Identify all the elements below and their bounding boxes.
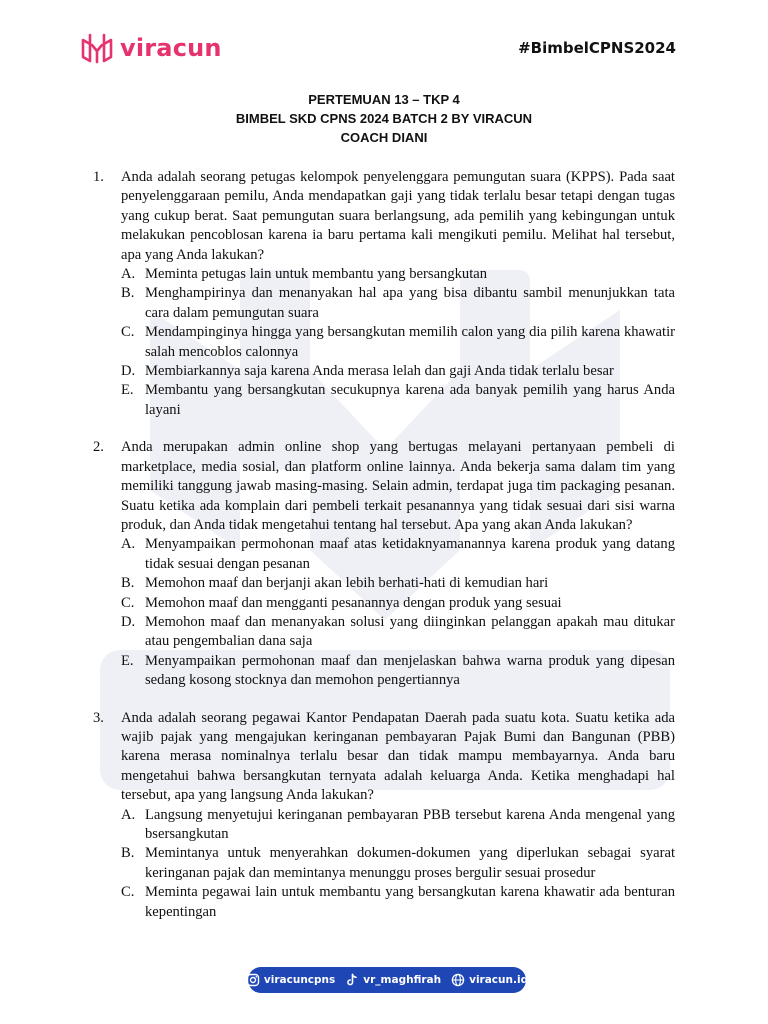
option-d — [121, 613, 675, 652]
option-text: Menyampaikan permohonan maaf dan menjelaskan bahwa warna produk yang dipesan sedang kosong stocknya dan memohon pengertiannya — [145, 652, 675, 689]
option-text: Mendampinginya hingga yang bersangkutan memilih calon yang dia pilih karena khawatir salah mencoblos calonnya — [145, 324, 675, 360]
question-text: Anda adalah seorang petugas kelompok penyelenggara pemungutan suara (KPPS). Pada saat penyelenggaraan pemilu, Anda mendapatkan gaji yang tidak terlalu besar tetapi dengan tugas yang cukup berat. Saat pemungutan suara berlangsung, ada pemilih yang kebingungan untuk melakukan pencoblosan karena ia baru pertama kali mengikuti pemilu. Melihat hal tersebut, apa yang Anda lakukan? — [121, 169, 675, 263]
social-footer — [248, 967, 529, 993]
page-header — [80, 28, 676, 68]
instagram-icon — [246, 973, 260, 987]
title-line-1: PERTEMUAN 13 – TKP 4 — [308, 92, 460, 107]
option-letter: C. — [121, 324, 135, 341]
tiktok-handle: vr_maghfirah — [363, 974, 442, 986]
option-text: Memintanya untuk menyerahkan dokumen-dokumen yang diperlukan sebagai syarat keringanan pajak dan memintanya menunggu proses bergulir sesuai prosedur — [145, 845, 675, 881]
option-c — [121, 883, 675, 922]
option-letter: B. — [121, 845, 135, 862]
option-text: Membiarkannya saja karena Anda merasa lelah dan gaji Anda tidak terlalu besar — [145, 363, 614, 380]
question-number: 2. — [93, 439, 104, 456]
option-e — [121, 652, 675, 691]
question-3 — [93, 709, 675, 922]
option-b — [121, 844, 675, 883]
title-line-3: COACH DIANI — [340, 130, 428, 145]
option-letter: E. — [121, 382, 134, 399]
option-text: Membantu yang bersangkutan secukupnya karena ada banyak pemilih yang harus Anda layani — [145, 382, 675, 418]
book-logo-icon — [80, 31, 114, 65]
brand-name: viracun — [120, 34, 222, 62]
tiktok-link[interactable] — [345, 973, 441, 987]
question-2 — [93, 438, 675, 690]
option-letter: B. — [121, 575, 135, 592]
globe-icon — [451, 973, 465, 987]
option-letter: E. — [121, 652, 134, 669]
option-text: Menyampaikan permohonan maaf atas ketidaknyamanannya karena produk yang datang tidak sesuai dengan pesanan — [145, 536, 675, 572]
option-a — [121, 806, 675, 845]
option-letter: C. — [121, 884, 135, 901]
option-letter: D. — [121, 613, 136, 630]
brand-logo — [80, 31, 222, 65]
question-1 — [93, 168, 675, 420]
option-letter: B. — [121, 285, 135, 302]
website-url: viracun.id — [469, 974, 529, 986]
option-text: Memohon maaf dan menanyakan solusi yang diinginkan pelanggan apakah mau ditukar atau pengembalian dana saja — [145, 613, 675, 650]
question-list — [93, 168, 675, 940]
option-letter: A. — [121, 806, 136, 823]
option-letter: D. — [121, 363, 136, 380]
question-number: 1. — [93, 169, 104, 185]
option-text: Memohon maaf dan berjanji akan lebih berhati-hati di kemudian hari — [145, 575, 549, 592]
question-text: Anda adalah seorang pegawai Kantor Pendapatan Daerah pada suatu kota. Suatu ketika ada wajib pajak yang mengajukan keringanan pembayaran Pajak Bumi dan Bangunan (PBB) karena merasa nominalnya terlalu besar dan tidak mampu membayarnya. Anda baru mengetahui bahwa bersangkutan ternyata adalah keluarga Anda. Ketika menghadapi hal tersebut, apa yang langsung Anda lakukan? — [121, 709, 675, 804]
document-title — [0, 90, 768, 147]
option-letter: A. — [121, 266, 136, 283]
option-letter: A. — [121, 536, 136, 553]
hashtag: #BimbelCPNS2024 — [518, 39, 676, 57]
question-text: Anda merupakan admin online shop yang bertugas melayani pertanyaan pembeli di marketplace, media sosial, dan platform online lainnya. Anda bekerja sama dalam tim yang memiliki tanggung jawab masing-masing. Selain admin, terdapat juga tim packaging pesanan. Suatu ketika ada komplain dari pembeli terkait pesanannya yang tidak sesuai dari sisi warna produk, dan Anda tidak mengetahui tentang hal tersebut. Apa yang akan Anda lakukan? — [121, 439, 675, 533]
tiktok-icon — [345, 973, 359, 987]
question-number: 3. — [93, 709, 104, 726]
option-c — [121, 594, 675, 613]
option-a — [121, 265, 675, 284]
option-c — [121, 323, 675, 362]
option-b — [121, 574, 675, 593]
option-d — [121, 362, 675, 381]
option-text: Langsung menyetujui keringanan pembayaran PBB tersebut karena Anda mengenal yang bsersangkutan — [145, 806, 675, 842]
option-text: Meminta pegawai lain untuk membantu yang bersangkutan karena khawatir ada benturan kepentingan — [145, 884, 675, 920]
title-line-2: BIMBEL SKD CPNS 2024 BATCH 2 BY VIRACUN — [235, 111, 533, 126]
option-text: Meminta petugas lain untuk membantu yang bersangkutan — [145, 266, 488, 283]
instagram-link[interactable] — [246, 973, 335, 987]
instagram-handle: viracuncpns — [263, 974, 336, 986]
website-link[interactable] — [451, 973, 528, 987]
option-text: Menghampirinya dan menanyakan hal apa yang bisa dibantu sambil menunjukkan tata cara dalam pemungutan suara — [145, 285, 675, 321]
option-b — [121, 284, 675, 323]
option-a — [121, 535, 675, 574]
option-letter: C. — [121, 594, 135, 611]
option-e — [121, 381, 675, 420]
option-text: Memohon maaf dan mengganti pesanannya dengan produk yang sesuai — [145, 594, 562, 611]
